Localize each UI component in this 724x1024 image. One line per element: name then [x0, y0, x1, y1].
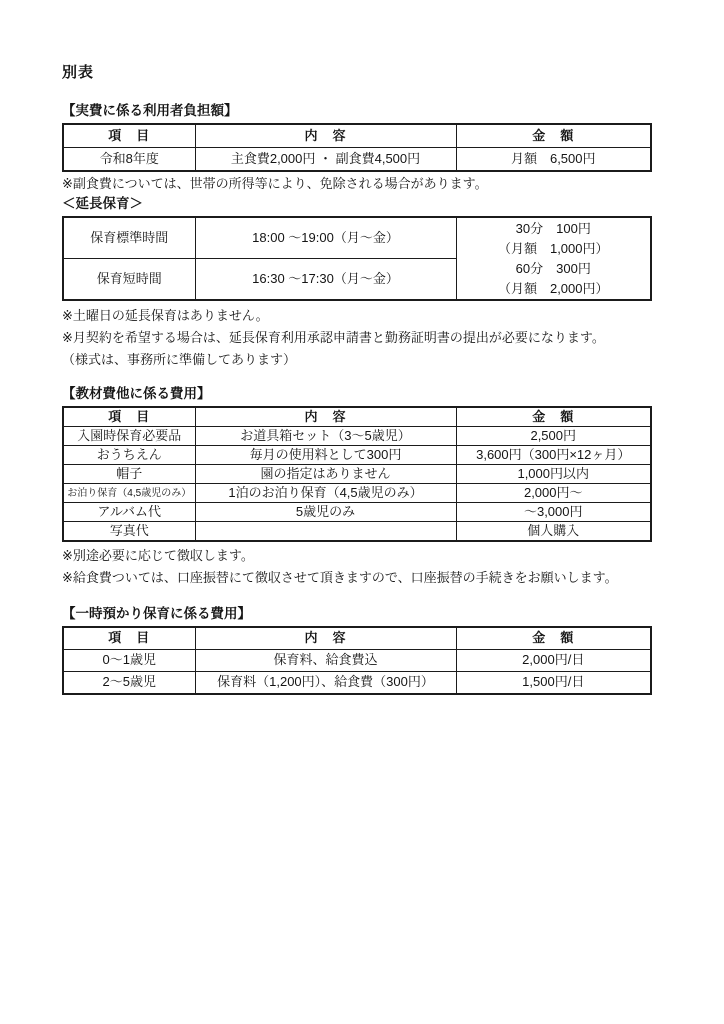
table-row: [63, 522, 651, 542]
table-row: [63, 446, 651, 465]
amount-cell: 2,000円～: [456, 484, 651, 503]
table-row: [63, 427, 651, 446]
item-cell: 写真代: [63, 522, 195, 542]
content-cell: お道具箱セット（3～5歳児）: [195, 427, 456, 446]
item-cell: 帽子: [63, 465, 195, 484]
content-cell: 16:30 ～17:30（月～金）: [195, 259, 456, 301]
table-row: [63, 465, 651, 484]
amount-cell: 月額 6,500円: [456, 148, 651, 172]
extended-care-table: [62, 216, 652, 301]
actual-cost-table: [62, 123, 652, 172]
section1-heading: 【実費に係る利用者負担額】: [62, 103, 238, 118]
item-cell: 令和8年度: [63, 148, 195, 172]
item-cell: 保育短時間: [63, 259, 195, 301]
amount-cell: 2,500円: [456, 427, 651, 446]
note-line: ※土曜日の延長保育はありません。: [62, 308, 269, 323]
note-line: ※副食費については、世帯の所得等により、免除される場合があります。: [62, 176, 488, 191]
content-cell: 園の指定はありません: [195, 465, 456, 484]
col-header-amount: 金 額: [456, 407, 651, 427]
item-cell: おうちえん: [63, 446, 195, 465]
col-header-amount: 金 額: [456, 124, 651, 148]
col-header-content: 内 容: [195, 124, 456, 148]
content-cell: 1泊のお泊り保育（4,5歳児のみ）: [195, 484, 456, 503]
content-cell: 保育料、給食費込: [195, 650, 456, 672]
fee-line: （月額 2,000円）: [497, 280, 609, 296]
table-header-row: [63, 627, 651, 650]
amount-cell: 1,500円/日: [456, 672, 651, 695]
temporary-care-table: [62, 626, 652, 695]
section3-heading: 【教材費他に係る費用】: [62, 386, 211, 401]
content-cell: 18:00 ～19:00（月～金）: [195, 217, 456, 259]
item-cell: 0～1歳児: [63, 650, 195, 672]
table-row: [63, 217, 651, 259]
note-line: ※月契約を希望する場合は、延長保育利用承認申請書と勤務証明書の提出が必要になります。: [62, 330, 605, 345]
fee-line: 30分 100円: [515, 220, 591, 236]
content-cell: 5歳児のみ: [195, 503, 456, 522]
item-cell: 入園時保育必要品: [63, 427, 195, 446]
item-cell: アルバム代: [63, 503, 195, 522]
document-content: [62, 64, 650, 695]
item-cell: 2～5歳児: [63, 672, 195, 695]
item-cell: 保育標準時間: [63, 217, 195, 259]
section4-heading: 【一時預かり保育に係る費用】: [62, 606, 251, 621]
fee-merged-cell: [456, 217, 651, 300]
col-header-item: 項 目: [63, 124, 195, 148]
table-row: [63, 484, 651, 503]
col-header-item: 項 目: [63, 627, 195, 650]
page-title: 別表: [62, 64, 95, 81]
col-header-item: 項 目: [63, 407, 195, 427]
note-line: （様式は、事務所に準備してあります）: [62, 352, 297, 367]
item-cell: お泊り保育（4,5歳児のみ）: [63, 484, 195, 503]
section3-notes: [62, 545, 650, 589]
section2-heading: ＜延長保育＞: [62, 196, 143, 211]
table-row: [63, 650, 651, 672]
col-header-content: 内 容: [195, 627, 456, 650]
content-cell: 保育料（1,200円）、給食費（300円）: [195, 672, 456, 695]
table-row: [63, 503, 651, 522]
col-header-amount: 金 額: [456, 627, 651, 650]
content-cell: 毎月の使用料として300円: [195, 446, 456, 465]
amount-cell: 1,000円以内: [456, 465, 651, 484]
table-header-row: [63, 124, 651, 148]
amount-cell: 2,000円/日: [456, 650, 651, 672]
note-line: ※給食費ついては、口座振替にて徴収させて頂きますので、口座振替の手続きをお願いします。: [62, 570, 618, 585]
section2-notes: [62, 305, 650, 371]
table-row: [63, 672, 651, 695]
amount-cell: 個人購入: [456, 522, 651, 542]
amount-cell: 3,600円（300円×12ヶ月）: [456, 446, 651, 465]
table-row: [63, 148, 651, 172]
col-header-content: 内 容: [195, 407, 456, 427]
table-header-row: [63, 407, 651, 427]
fee-line: 60分 300円: [515, 260, 591, 276]
fee-line: （月額 1,000円）: [497, 240, 609, 256]
amount-cell: ～3,000円: [456, 503, 651, 522]
content-cell: [195, 522, 456, 542]
materials-fee-table: [62, 406, 652, 542]
content-cell: 主食費2,000円 ・ 副食費4,500円: [195, 148, 456, 172]
note-line: ※別途必要に応じて徴収します。: [62, 548, 254, 563]
